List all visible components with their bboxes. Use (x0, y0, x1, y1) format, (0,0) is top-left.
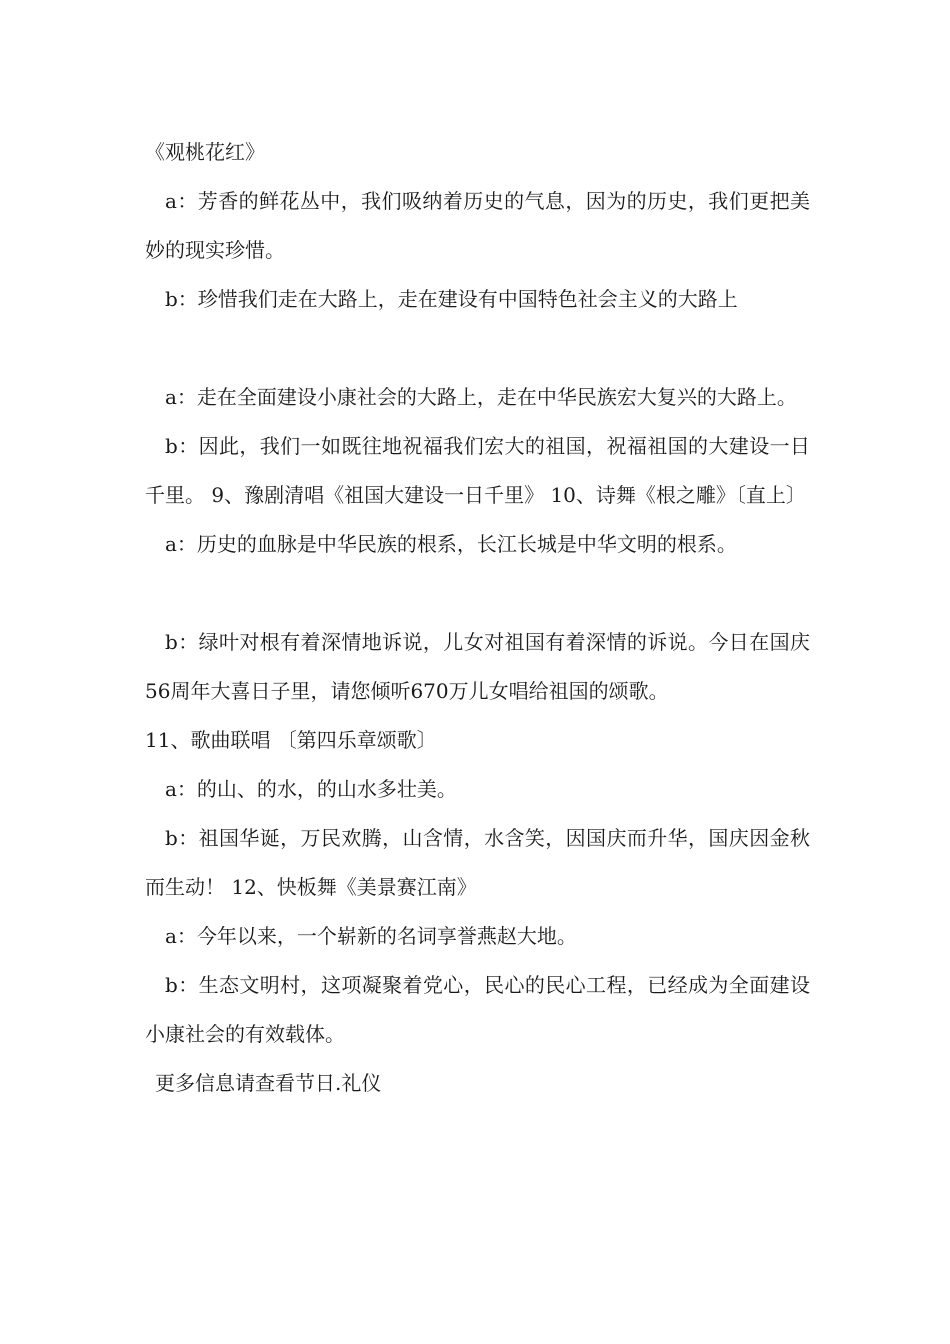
paragraph-gap (145, 324, 810, 373)
footer-note: 更多信息请查看节日.礼仪 (155, 1071, 382, 1095)
paragraph-8: a：的山、的水，的山水多壮美。 (165, 777, 457, 801)
paragraph-2: b：珍惜我们走在大路上，走在建设有中国特色社会主义的大路上 (165, 287, 738, 311)
paragraph-6: b：绿叶对根有着深情地诉说，儿女对祖国有着深情的诉说。今日在国庆56周年大喜日子里，请您倾听670万儿女唱给祖国的颂歌。 (145, 630, 810, 703)
paragraph-9: b：祖国华诞，万民欢腾，山含情，水含笑，因国庆而升华，国庆因金秋而生动！ 12、快板舞《美景赛江南》 (145, 826, 810, 899)
paragraph-7: 11、歌曲联唱 〔第四乐章颂歌〕 (145, 728, 437, 752)
paragraph-10: a：今年以来，一个崭新的名词享誉燕赵大地。 (165, 924, 577, 948)
paragraph-1: a：芳香的鲜花丛中，我们吸纳着历史的气息，因为的历史，我们更把美妙的现实珍惜。 (145, 189, 810, 262)
paragraph-gap (145, 569, 810, 618)
paragraph-5: a：历史的血脉是中华民族的根系，长江长城是中华文明的根系。 (165, 532, 737, 556)
document-title: 《观桃花红》 (145, 140, 265, 164)
paragraph-11: b：生态文明村，这项凝聚着党心，民心的民心工程，已经成为全面建设小康社会的有效载体。 (145, 973, 810, 1046)
document-body (145, 128, 810, 1108)
paragraph-3: a：走在全面建设小康社会的大路上，走在中华民族宏大复兴的大路上。 (165, 385, 797, 409)
paragraph-4: b：因此，我们一如既往地祝福我们宏大的祖国，祝福祖国的大建设一日千里。 9、豫剧清唱《祖国大建设一日千里》 10、诗舞《根之雕》〔直上〕 (145, 434, 810, 507)
